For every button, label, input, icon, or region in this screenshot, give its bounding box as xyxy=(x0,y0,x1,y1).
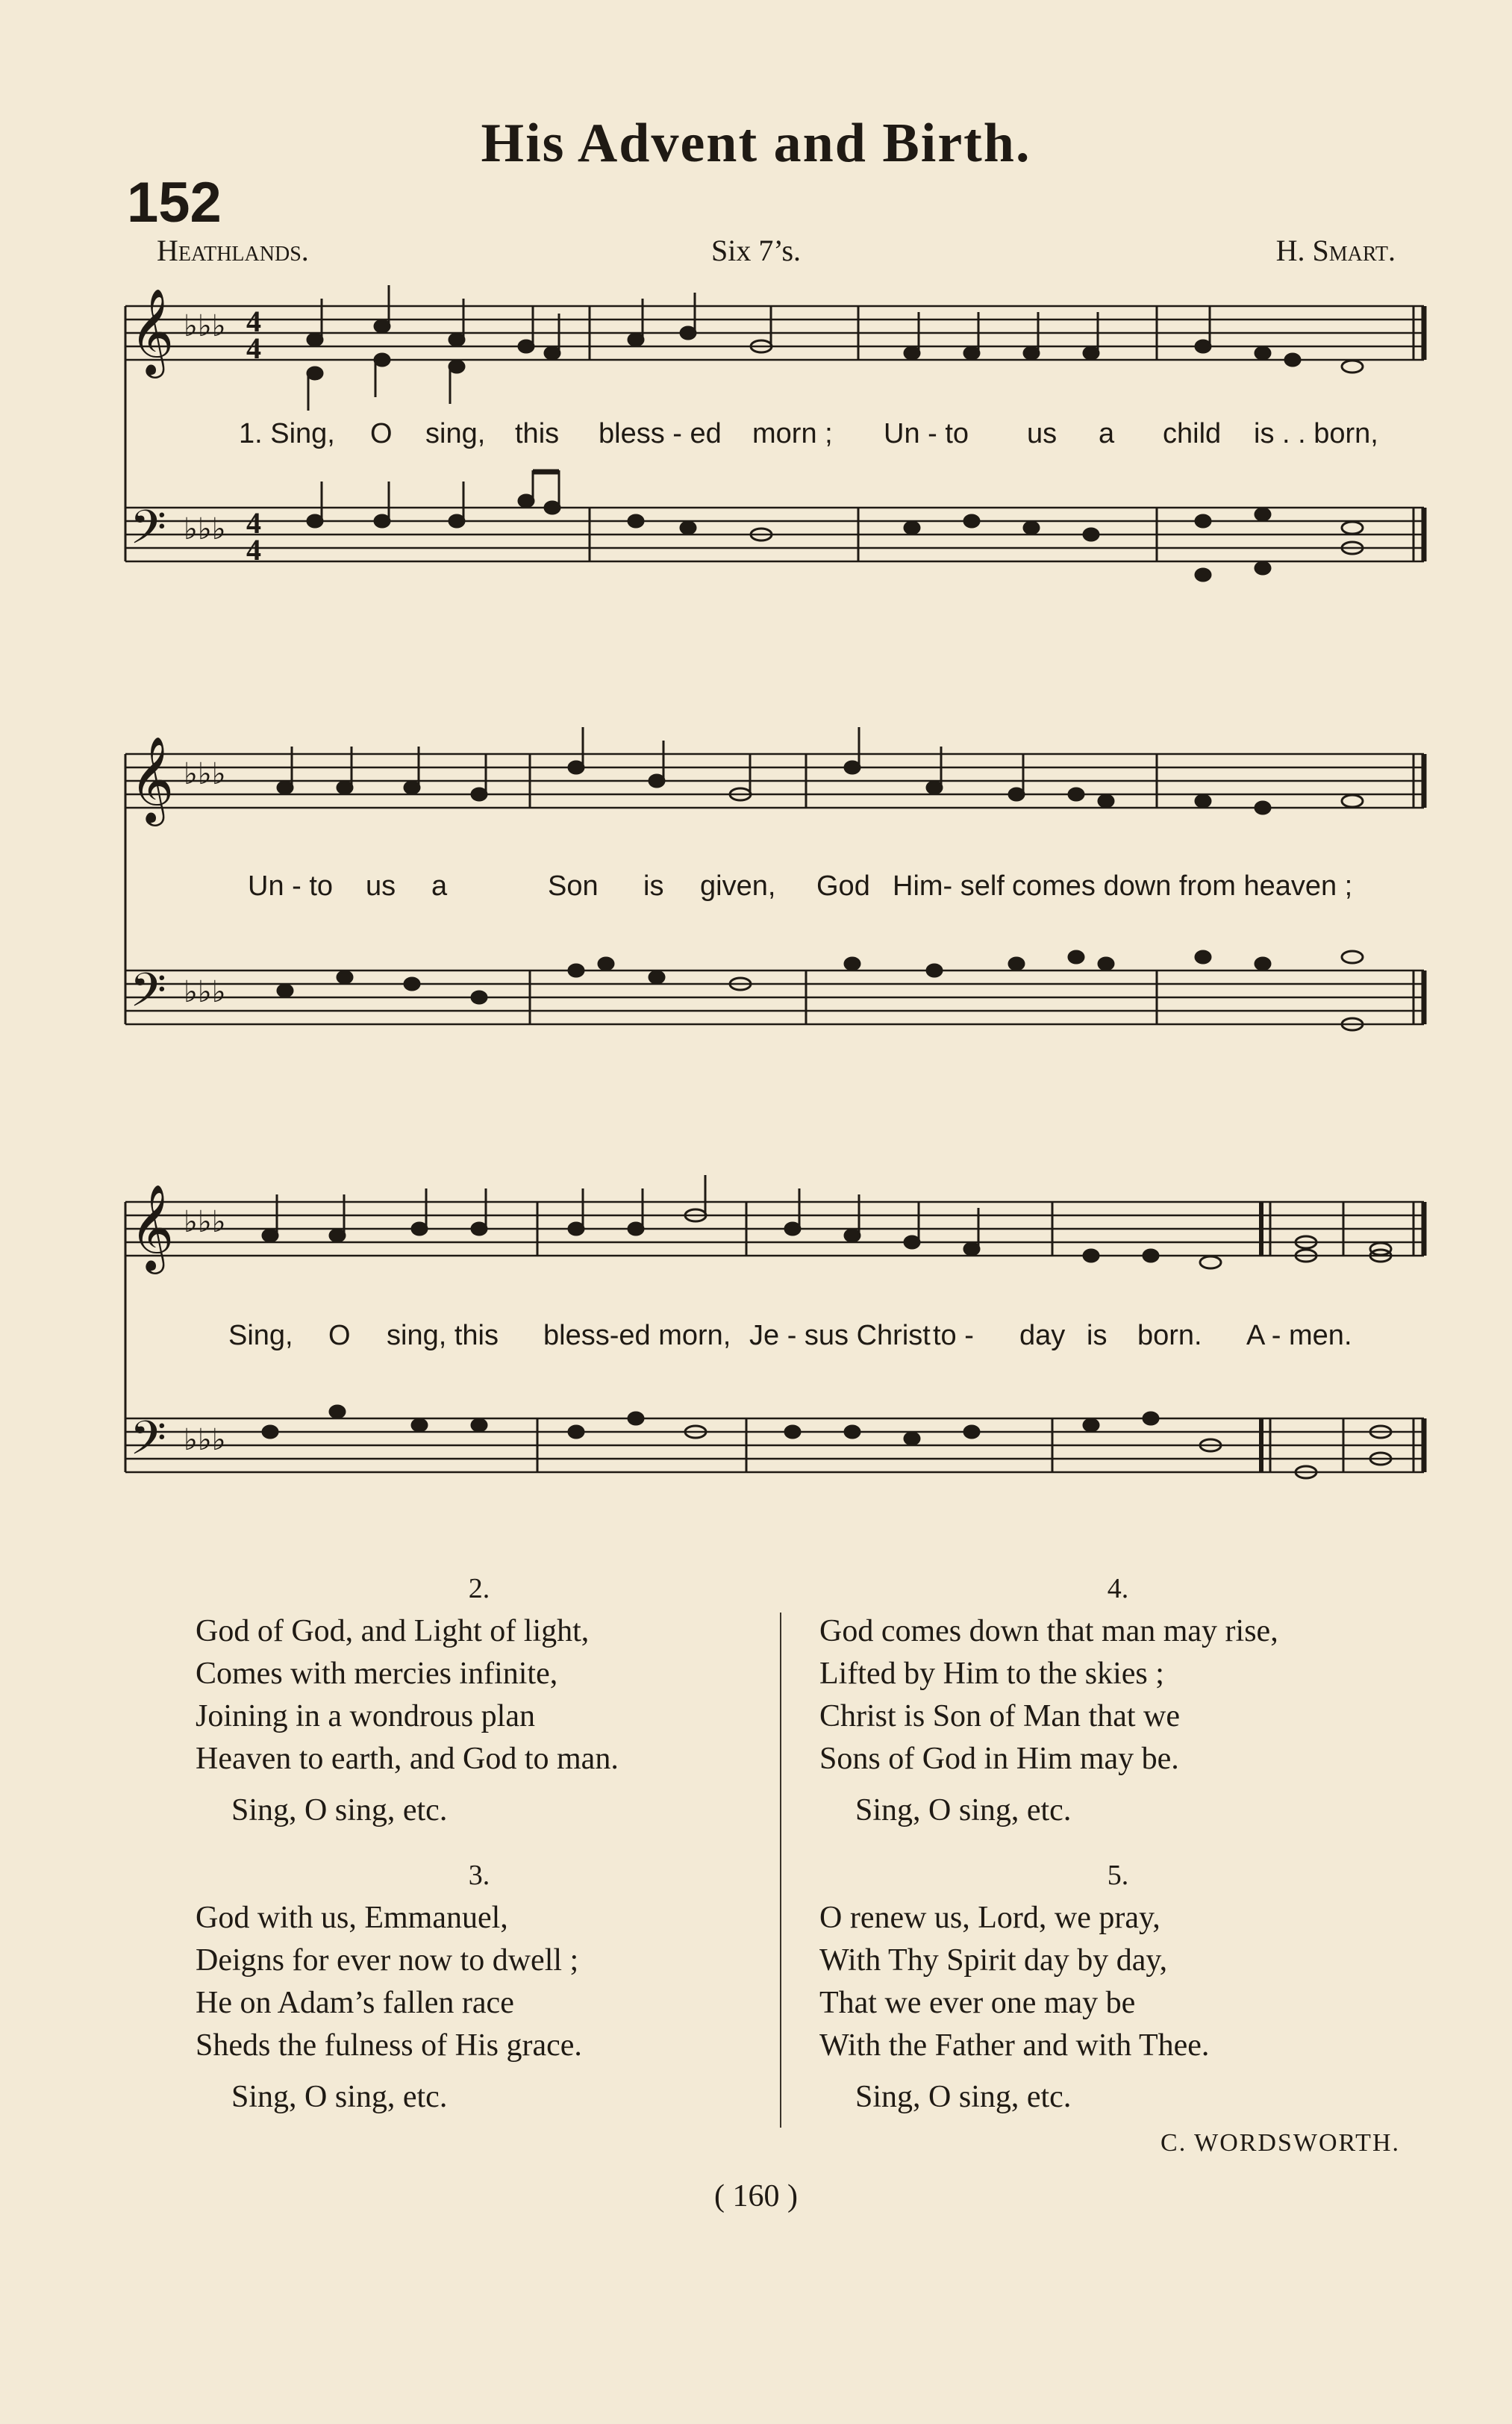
lyric: 1. Sing, xyxy=(239,418,335,449)
verse-number: 2. xyxy=(468,1573,490,1604)
treble-clef-icon: 𝄞 xyxy=(130,290,175,373)
verse-line: He on Adam’s fallen race xyxy=(196,1986,514,2020)
lyric: this xyxy=(515,418,560,449)
lyric: Him- self xyxy=(893,870,1005,902)
verse-line: Joining in a wondrous plan xyxy=(196,1699,535,1733)
column-divider xyxy=(780,1613,781,2128)
lyrics-system-2 xyxy=(119,870,1433,903)
lyric: O xyxy=(328,1320,351,1351)
verse-line: Comes with mercies infinite, xyxy=(196,1657,558,1691)
page-number: ( 160 ) xyxy=(714,2179,798,2213)
lyric: us xyxy=(366,870,396,902)
key-signature-flats-bass: ♭♭♭ xyxy=(184,975,226,1009)
verse-line: With the Father and with Thee. xyxy=(819,2028,1210,2063)
time-signature-bass: 4 xyxy=(246,506,261,540)
tune-name: Heathlands. xyxy=(157,234,309,267)
treble-clef-icon: 𝄞 xyxy=(130,1186,175,1269)
lyric: Sing, xyxy=(228,1320,293,1351)
lyric: comes down from heaven ; xyxy=(1012,870,1353,902)
composer: H. Smart. xyxy=(1275,234,1396,267)
verse-line: Heaven to earth, and God to man. xyxy=(196,1742,619,1776)
verse-line: Lifted by Him to the skies ; xyxy=(819,1657,1164,1691)
lyric: us xyxy=(1027,418,1058,449)
bass-staff-2 xyxy=(125,970,1424,1024)
treble-staff-1 xyxy=(125,306,1424,360)
lyric: child xyxy=(1163,418,1222,449)
lyrics-system-3 xyxy=(119,1320,1433,1353)
meter: Six 7’s. xyxy=(710,234,802,267)
lyric: morn ; xyxy=(752,418,833,449)
verse-line: Sheds the fulness of His grace. xyxy=(196,2028,582,2063)
key-signature-flats: ♭♭♭ xyxy=(184,757,226,791)
lyric: A - men. xyxy=(1246,1320,1352,1351)
lyric: to - xyxy=(933,1320,974,1351)
verse-line: That we ever one may be xyxy=(819,1986,1136,2020)
lyric: is xyxy=(1087,1320,1108,1351)
key-signature-flats-bass: ♭♭♭ xyxy=(184,512,226,546)
verse-line: Deigns for ever now to dwell ; xyxy=(196,1943,579,1978)
verse-column-left xyxy=(196,1568,763,2141)
time-signature-bass: 4 xyxy=(246,533,261,567)
key-signature-flats-bass: ♭♭♭ xyxy=(184,1423,226,1456)
lyric: is xyxy=(643,870,664,902)
time-signature: 4 xyxy=(246,305,261,338)
bass-clef-icon: 𝄢 xyxy=(130,502,166,565)
verse-line: God comes down that man may rise, xyxy=(819,1614,1278,1648)
lyric: O xyxy=(370,418,393,449)
key-signature-flats: ♭♭♭ xyxy=(184,309,226,343)
treble-staff-3 xyxy=(125,1202,1424,1256)
section-title: His Advent and Birth. xyxy=(481,113,1031,174)
lyrics-system-1 xyxy=(119,418,1433,451)
verse-line: God of God, and Light of light, xyxy=(196,1614,590,1648)
verse-refrain: Sing, O sing, etc. xyxy=(231,2080,448,2114)
lyric: a xyxy=(1099,418,1115,449)
verse-line: Sons of God in Him may be. xyxy=(819,1742,1179,1776)
treble-staff-2 xyxy=(125,754,1424,808)
hymn-number: 152 xyxy=(127,171,222,234)
lyric: God xyxy=(816,870,870,902)
verse-line: God with us, Emmanuel, xyxy=(196,1901,508,1935)
lyric: a xyxy=(431,870,448,902)
verse-number: 4. xyxy=(1107,1573,1129,1604)
verse-refrain: Sing, O sing, etc. xyxy=(855,2080,1072,2114)
lyric: bless-ed morn, xyxy=(543,1320,731,1351)
verse-line: O renew us, Lord, we pray, xyxy=(819,1901,1160,1935)
time-signature: 4 xyxy=(246,331,261,365)
verse-refrain: Sing, O sing, etc. xyxy=(231,1793,448,1828)
verse-line: With Thy Spirit day by day, xyxy=(819,1943,1168,1978)
verse-number: 5. xyxy=(1107,1860,1129,1891)
lyric: Un - to xyxy=(884,418,969,449)
lyric: sing, this xyxy=(387,1320,499,1351)
verse-refrain: Sing, O sing, etc. xyxy=(855,1793,1072,1828)
lyric: given, xyxy=(700,870,776,902)
lyric: bless - ed xyxy=(599,418,722,449)
key-signature-flats: ♭♭♭ xyxy=(184,1205,226,1239)
verse-number: 3. xyxy=(468,1860,490,1891)
bass-clef-icon: 𝄢 xyxy=(130,1413,166,1476)
bass-clef-icon: 𝄢 xyxy=(130,965,166,1028)
lyricist: C. WORDSWORTH. xyxy=(1160,2129,1400,2157)
bass-staff-3 xyxy=(125,1418,1424,1472)
lyric: born. xyxy=(1137,1320,1202,1351)
lyric: is . . born, xyxy=(1254,418,1378,449)
lyric: day xyxy=(1019,1320,1066,1351)
verse-column-right xyxy=(819,1568,1416,2141)
treble-clef-icon: 𝄞 xyxy=(130,738,175,821)
lyric: sing, xyxy=(425,418,486,449)
lyric: Un - to xyxy=(248,870,334,902)
lyric: Son xyxy=(548,870,599,902)
verse-line: Christ is Son of Man that we xyxy=(819,1699,1180,1733)
lyric: Je - sus Christ xyxy=(749,1320,931,1351)
